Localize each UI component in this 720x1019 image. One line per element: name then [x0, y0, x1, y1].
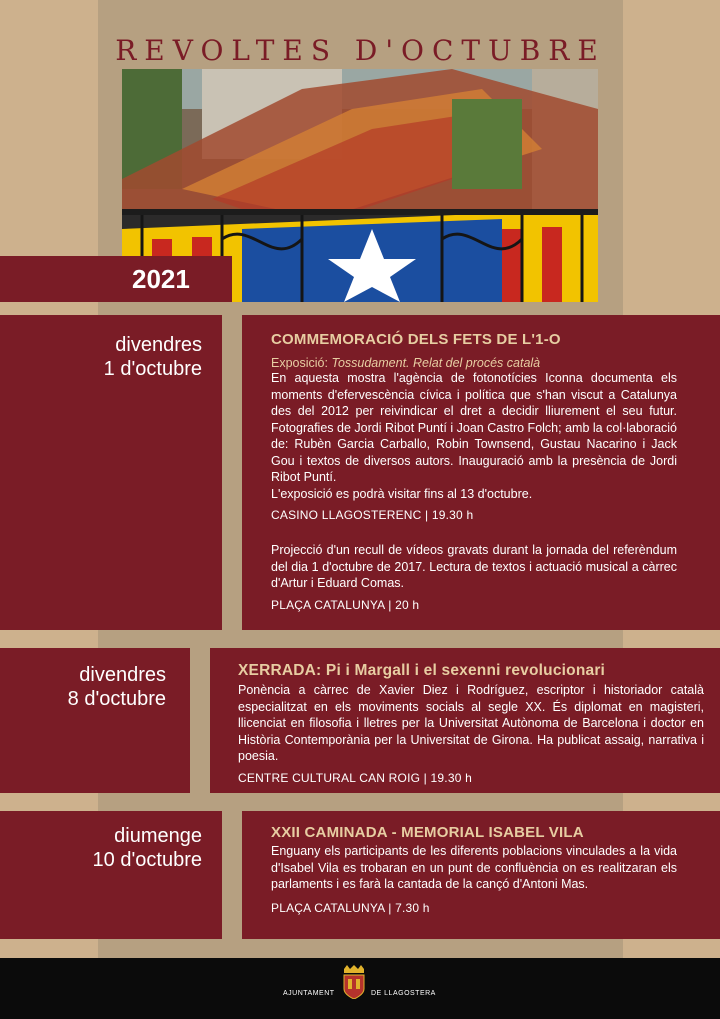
event-2-panel [210, 648, 720, 793]
event-3-date: 10 d'octubre [92, 849, 202, 871]
event-3-panel [242, 811, 720, 939]
event-1-date-panel [0, 315, 222, 630]
event-1-subtitle-italic: Tossudament. Relat del procés català [331, 356, 541, 370]
footer-label-left: AJUNTAMENT [283, 990, 335, 997]
event-1-title: COMMEMORACIÓ DELS FETS DE L'1-O [271, 331, 561, 348]
event-1-subtitle [271, 356, 677, 370]
event-1-description-2: Projecció d'un recull de vídeos gravats durant la jornada del referèndum del dia 1 d'octubre de 2017. Lectura de textos i actuació musical a càrrec d'Artur i Eduard Comas. [271, 543, 677, 590]
event-1-venue: CASINO LLAGOSTERENC | 19.30 h [271, 508, 474, 522]
event-3-description: Enguany els participants de les diferents poblacions vinculades a la vida d'Isabel Vila es trobaran en un punt de confluència on es realitzaran els parlaments i es farà la cantada de la cançó d'Antoni Mas. [271, 844, 677, 891]
llagostera-crest-icon [341, 965, 367, 999]
event-2-date-panel [0, 648, 190, 793]
event-3-weekday: diumenge [114, 825, 202, 847]
event-1-subtitle-prefix: Exposició: [271, 356, 332, 370]
event-1-weekday: divendres [115, 334, 202, 356]
event-2-venue: CENTRE CULTURAL CAN ROIG | 19.30 h [238, 770, 472, 785]
year-label: 2021 [122, 256, 232, 302]
year-band [0, 256, 122, 302]
event-2-description: Ponència a càrrec de Xavier Diez i Rodríguez, escriptor i historiador català especialitzat en els moviments socials al segle XX. És diplomat en magisteri, llicenciat en filosofia i lletres per la Universitat Autònoma de Barcelona i doctor en Història Contemporània per la Universitat de Girona. Ha publicat assaig, narrativa i poesia. [238, 683, 704, 763]
event-3-venue: PLAÇA CATALUNYA | 7.30 h [271, 900, 430, 915]
footer-label-right: DE LLAGOSTERA [371, 990, 436, 997]
event-2-weekday: divendres [79, 664, 166, 686]
event-3-date-panel [0, 811, 222, 939]
event-1-venue-2: PLAÇA CATALUNYA | 20 h [271, 597, 420, 612]
event-1-note: L'exposició es podrà visitar fins al 13 d'octubre. [271, 486, 533, 501]
event-2-date: 8 d'octubre [67, 688, 166, 710]
event-1-description: En aquesta mostra l'agència de fotonotícies Iconna documenta els moments d'efervescència cívica i política que s'han viscut a Catalunya des del 2012 per reivindicar el dret a decidir lliurement el seu futur. Fotografies de Jordi Ribot Puntí i Joan Castro Folch; amb la col·laboració de: Rubèn Garcia Carballo, Robin Townsend, Gustau Nacarino i Jack Gou i textos de diversos autors. Inauguració amb la presència de Jordi Ribot Puntí. [271, 371, 677, 484]
page-title: REVOLTES D'OCTUBRE [115, 34, 606, 67]
event-1-date: 1 d'octubre [103, 358, 202, 380]
event-2-title: XERRADA: Pi i Margall i el sexenni revolucionari [238, 662, 606, 679]
event-3-title: XXII CAMINADA - MEMORIAL ISABEL VILA [271, 824, 584, 841]
event-1-panel [242, 315, 720, 630]
